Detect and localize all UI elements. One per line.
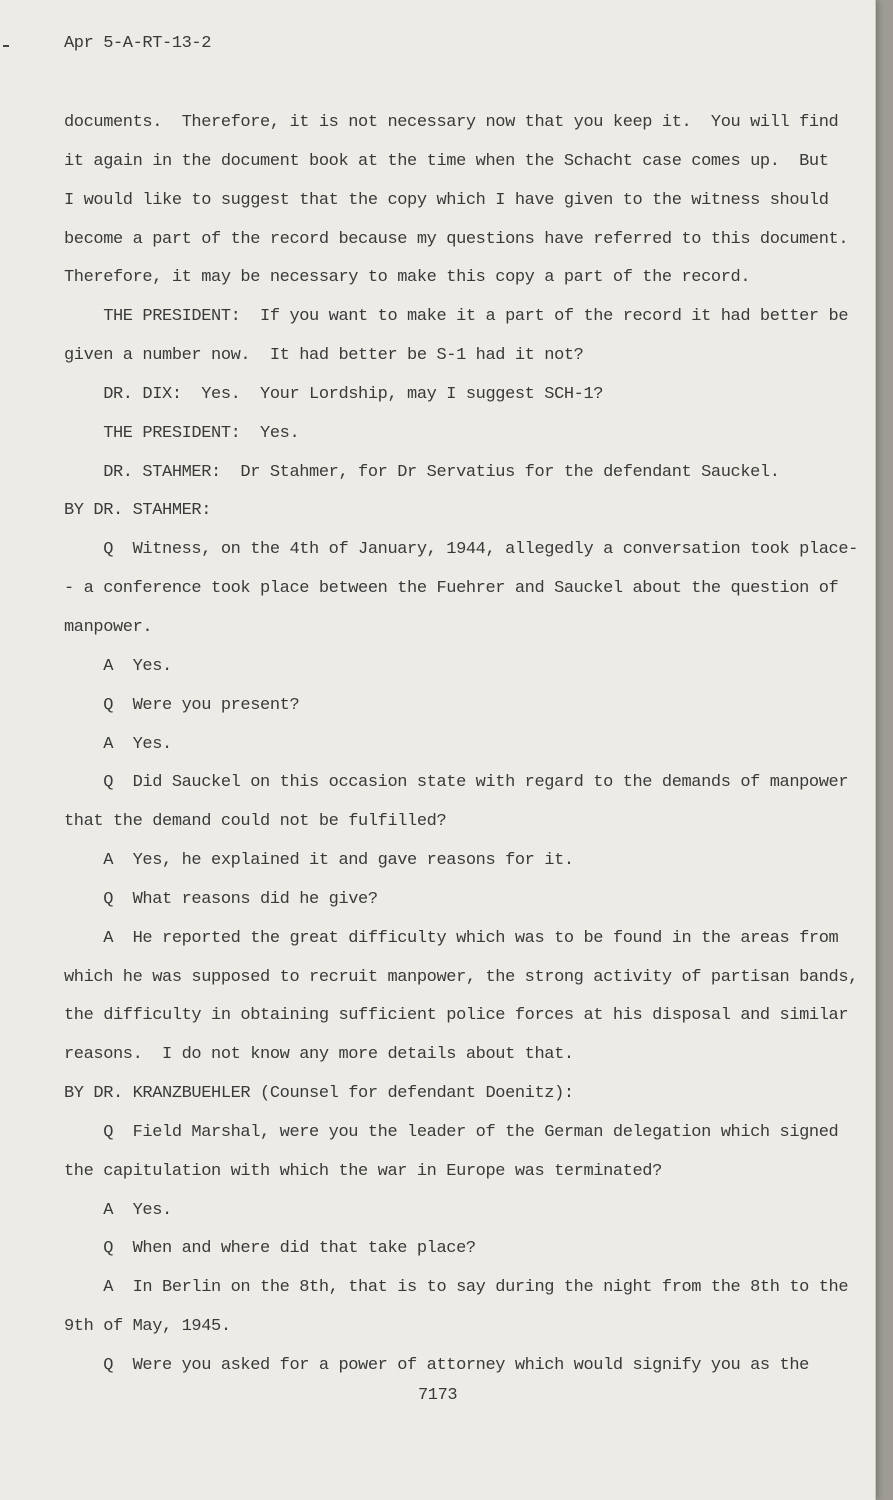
- page-reference: Apr 5-A-RT-13-2: [64, 34, 212, 53]
- transcript-line: manpower.: [64, 617, 153, 637]
- page-number: 7173: [418, 1386, 458, 1405]
- transcript-line: BY DR. KRANZBUEHLER (Counsel for defendant Doenitz):: [64, 1084, 574, 1104]
- transcript-line: A Yes, he explained it and gave reasons for it.: [64, 851, 574, 871]
- transcript-line: A In Berlin on the 8th, that is to say during the night from the 8th to the: [64, 1278, 849, 1298]
- transcript-line: Q Were you asked for a power of attorney which would signify you as the: [64, 1356, 809, 1375]
- transcript-line: DR. DIX: Yes. Your Lordship, may I suggest SCH-1?: [64, 384, 604, 404]
- transcript-line: Q Witness, on the 4th of January, 1944, allegedly a conversation took place-: [64, 540, 858, 560]
- transcript-line: - a conference took place between the Fuehrer and Sauckel about the question of: [64, 579, 839, 599]
- transcript-line: A Yes.: [64, 1200, 172, 1220]
- transcript-line: 9th of May, 1945.: [64, 1317, 231, 1337]
- transcript-line: it again in the document book at the time when the Schacht case comes up. But: [64, 151, 829, 171]
- transcript-line: given a number now. It had better be S-1 had it not?: [64, 346, 584, 366]
- margin-mark: [3, 45, 9, 47]
- transcript-line: DR. STAHMER: Dr Stahmer, for Dr Servatius for the defendant Sauckel.: [64, 462, 780, 482]
- transcript-line: A He reported the great difficulty which was to be found in the areas from: [64, 928, 839, 948]
- transcript-body: [64, 104, 858, 1386]
- transcript-line: A Yes.: [64, 656, 172, 676]
- transcript-line: the difficulty in obtaining sufficient police forces at his disposal and similar: [64, 1006, 849, 1026]
- transcript-line: the capitulation with which the war in Europe was terminated?: [64, 1161, 662, 1181]
- transcript-line: BY DR. STAHMER:: [64, 501, 212, 521]
- transcript-line: Q When and where did that take place?: [64, 1239, 476, 1259]
- transcript-line: Q Field Marshal, were you the leader of the German delegation which signed: [64, 1122, 839, 1142]
- transcript-line: THE PRESIDENT: If you want to make it a part of the record it had better be: [64, 307, 849, 327]
- transcript-line: A Yes.: [64, 734, 172, 754]
- transcript-line: Q Did Sauckel on this occasion state with regard to the demands of manpower: [64, 773, 849, 793]
- transcript-line: that the demand could not be fulfilled?: [64, 812, 447, 832]
- transcript-line: become a part of the record because my questions have referred to this document.: [64, 229, 849, 249]
- transcript-line: reasons. I do not know any more details about that.: [64, 1045, 574, 1065]
- transcript-line: I would like to suggest that the copy which I have given to the witness should: [64, 190, 829, 210]
- transcript-line: which he was supposed to recruit manpower, the strong activity of partisan bands,: [64, 967, 858, 987]
- transcript-line: THE PRESIDENT: Yes.: [64, 423, 300, 443]
- transcript-line: Q Were you present?: [64, 695, 300, 715]
- transcript-line: Therefore, it may be necessary to make this copy a part of the record.: [64, 268, 751, 288]
- transcript-line: documents. Therefore, it is not necessary now that you keep it. You will find: [64, 113, 839, 132]
- transcript-line: Q What reasons did he give?: [64, 889, 378, 909]
